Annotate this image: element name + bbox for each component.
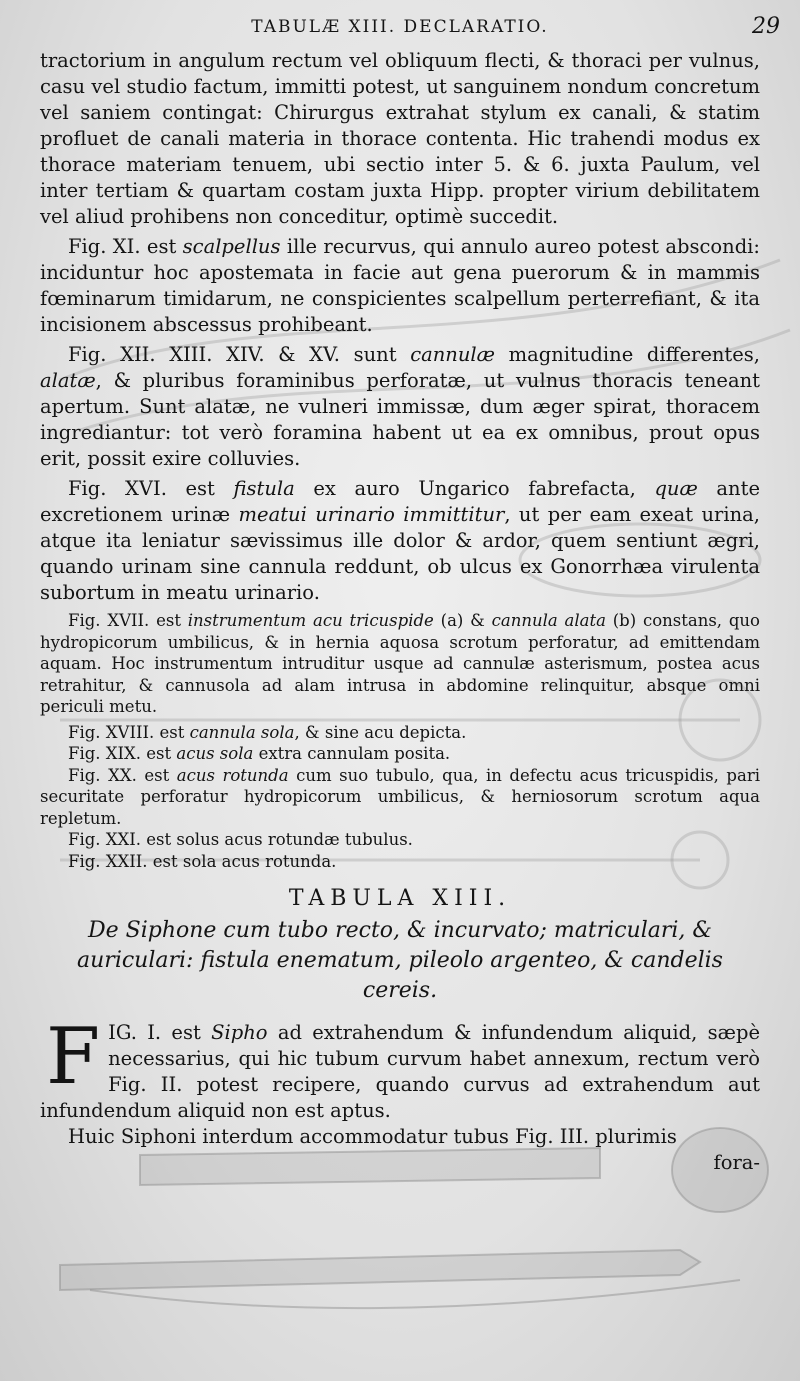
fig-19-text: extra cannulam posita. (253, 744, 451, 763)
fig-19-term: acus sola (176, 744, 254, 763)
tabula-13-fig-1-text: ad extrahendum & infundendum aliquid, sæpè necessarius, qui hic tubum curvum habet annexum, rectum verò Fig. II. potest recipere, quando curvus ad extrahendum aut infundendum aliquid non est aptus. (40, 1021, 760, 1122)
catchword: fora- (713, 1151, 760, 1174)
fig-11-term: scalpellus (182, 235, 281, 258)
fig-16-lead: Fig. XVI. est (68, 477, 234, 500)
fig-11-paragraph (40, 234, 760, 338)
fig-17-mid: (a) & (433, 611, 492, 630)
fig-16-mid-2: ante excretionem urinæ (40, 477, 760, 526)
fig-20-term: acus rotunda (176, 765, 289, 785)
fig-16-term-3: meatui urinario immittitur (238, 503, 505, 526)
fig-16-mid-1: ex auro Ungarico fabrefacta, (294, 477, 655, 500)
section-subtitle: De Siphone cum tubo recto, & incurvato; matriculari, & auriculari: fistula enematum, pileolo argenteo, & candelis cereis. (77, 918, 723, 1003)
fig-12-15-term-2: alatæ (40, 369, 96, 392)
fig-19-line (40, 743, 760, 765)
section-title: TABULA XIII. (288, 886, 512, 911)
fig-12-15-paragraph (40, 342, 760, 472)
page-number: 29 (752, 14, 780, 39)
fig-17-lead: Fig. XVII. est (68, 611, 188, 630)
fig-16-term-1: fistula (233, 477, 295, 500)
fig-17-paragraph (40, 610, 760, 718)
running-head (40, 14, 780, 48)
tabula-13-fig-1-paragraph (40, 1012, 760, 1124)
fig-12-15-mid: magnitudine differentes, (494, 343, 761, 366)
fig-16-term-2: quæ (654, 477, 698, 500)
fig-17-text: (b) constans, quo hydropicorum umbilicus, & in hernia aquosa scrotum perforatur, ad emittendam aquam. Hoc instrumentum intruditur usque ad cannulæ asterismum, postea acus retrahitur, & cannusola ad alam intrusa in abdomine relinquitur, absque omni periculi metu. (40, 611, 760, 716)
fig-18-lead: Fig. XVIII. est (68, 722, 190, 742)
fig-12-15-lead: Fig. XII. XIII. XIV. & XV. sunt (68, 343, 411, 366)
fig-18-text: , & sine acu depicta. (294, 722, 467, 742)
tabula-13-fig-1-term: Sipho (211, 1021, 268, 1044)
fig-16-paragraph (40, 476, 760, 606)
fig-18-term: cannula sola (189, 722, 295, 742)
fig-11-text: ille recurvus, qui annulo aureo potest abscondi: inciduntur hoc apostemata in facie aut gena puerorum & in mammis fœminarum timidarum, ne conspicientes scalpellum perterrefiant, & ita incisionem abscessus prohibeant. (40, 235, 760, 336)
fig-20-paragraph (40, 765, 760, 830)
fig-17-term-1: instrumentum acu tricuspide (187, 611, 434, 630)
continuation-paragraph: tractorium in angulum rectum vel obliquum flecti, & thoraci per vulnus, casu vel studio factum, immitti potest, ut sanguinem nondum concretum vel saniem contingat: Chirurgus extrahat stylum ex canali, & statim profluet de canali materia in thorace contenta. Hic trahendi modus ex thorace materiam tenuem, ubi sectio inter 5. & 6. juxta Paulum, vel inter tertiam & quartam costam juxta Hipp. propter virium debilitatem vel aliud prohibens non conceditur, optimè succedit. (40, 49, 760, 228)
fig-12-15-term-1: cannulæ (410, 343, 495, 366)
fig-20-lead: Fig. XX. est (68, 765, 177, 785)
fig-21-line: Fig. XXI. est solus acus rotundæ tubulus. (68, 830, 413, 849)
fig-12-15-text: , & pluribus foraminibus perforatæ, ut vulnus thoracis teneant apertum. Sunt alatæ, ne vulneri immissæ, dum æger spirat, thoracem ingrediantur: tot verò foramina habent ut ea ex omnibus, prout opus erit, possit exire colluvies. (40, 369, 760, 470)
tabula-13-fig-1-lead: IG. I. est (108, 1021, 212, 1044)
drop-cap: F (46, 1012, 101, 1102)
fig-16-text: , ut per eam exeat urina, atque ita leniatur sævissimus ille dolor & ardor, quem sentiunt ægri, quando urinam sine cannula reddunt, ob ulcus ex Gonorrhæa virulenta subortum in meatu urinario. (40, 503, 760, 604)
fig-19-lead: Fig. XIX. est (68, 744, 177, 763)
fig-22-line: Fig. XXII. est sola acus rotunda. (68, 851, 337, 871)
fig-20-text: cum suo tubulo, qua, in defectu acus tricuspidis, pari securitate perforatur hydropicorum umbilicus, & herniosorum scrotum aqua repletum. (40, 765, 760, 828)
tabula-13-fig-3-line: Huic Siphoni interdum accommodatur tubus Fig. III. plurimis (68, 1125, 677, 1148)
text-column (40, 14, 780, 1176)
running-head-title: TABULÆ XIII. DECLARATIO. (251, 17, 549, 37)
fig-18-line (40, 722, 760, 744)
fig-11-lead: Fig. XI. est (68, 235, 183, 258)
fig-17-term-2: cannula alata (491, 611, 606, 630)
